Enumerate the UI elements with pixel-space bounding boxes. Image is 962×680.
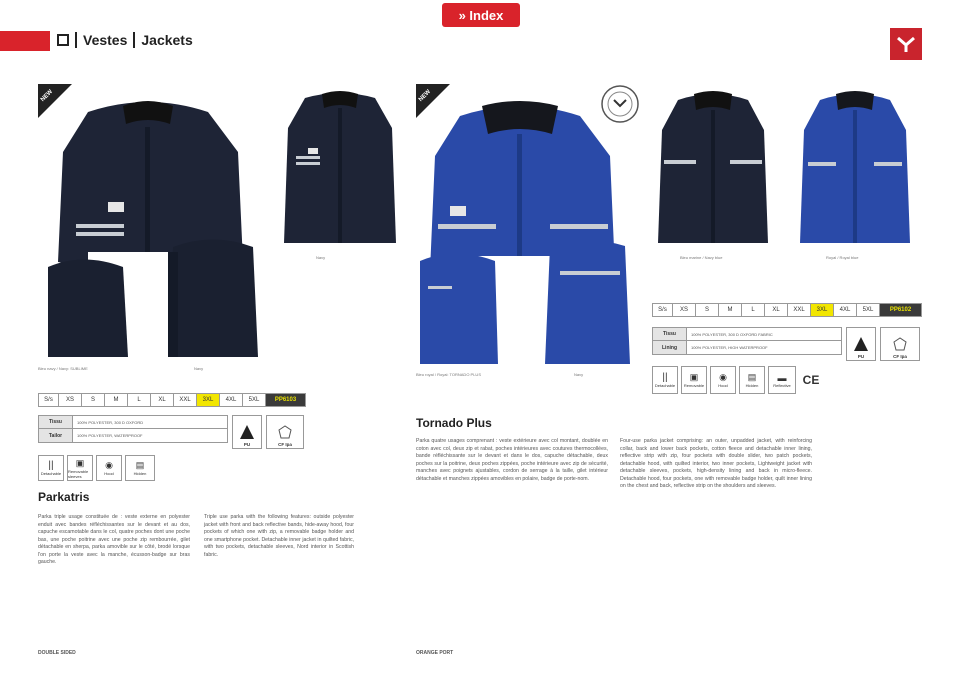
right-fabric-table (652, 327, 842, 355)
fabric-value: 100% POLYESTER, 300 D OXFORD FABRIC (691, 331, 773, 337)
right-caption-main: Bleu royal / Royal: TORNADO PLUS (416, 372, 481, 377)
size-cell: XL (765, 304, 788, 316)
left-weight-box (232, 415, 262, 449)
right-weight-box (846, 327, 876, 361)
left-caption-main: Bleu navy / Navy: SUBLIME (38, 366, 88, 371)
section-label-en: Jackets (141, 32, 193, 48)
icon-label: Detachable (654, 383, 676, 388)
fabric-row (653, 341, 841, 354)
size-cell: M (719, 304, 742, 316)
parkatris-main-photo (48, 92, 258, 367)
icon-label: Hood (104, 471, 114, 476)
left-product-title: Parkatris (38, 490, 90, 504)
fabric-label: Lining (653, 341, 687, 354)
weight-icon (239, 424, 255, 440)
size-cell: XS (673, 304, 696, 316)
left-care-box (266, 415, 304, 449)
left-description-fr: Parka triple usage constituée de : veste externe en polyester enduit avec bandes réfléchissantes sur le devant et au dos, capuche escamotable dans le col, quatre poches dont une poche bas, une poche poitrine avec une poche zip rembourrée, gilet détachable en sherpa, parka amovible sur le côté, brodé lorsque l'on porte la veste avec la manche, écusson-badge sur bras gauche. (38, 514, 190, 565)
right-reference: ORANGE PORT (416, 650, 454, 656)
right-product-title: Tornado Plus (416, 416, 492, 430)
left-feature-icons (38, 455, 155, 481)
detachable-icon: || Detachable (38, 455, 64, 481)
size-cell: L (742, 304, 765, 316)
product-code: PP6103 (266, 394, 305, 406)
care-icon (892, 336, 908, 352)
fabric-row (653, 328, 841, 341)
fabric-row (39, 429, 227, 442)
size-cell: S/s (653, 304, 673, 316)
hidden-pocket-icon: ▤ Hidden (739, 366, 765, 394)
right-caption-side: Navy (574, 372, 584, 377)
right-size-table (652, 303, 922, 317)
section-tab-marker (0, 31, 50, 51)
right-caption-jacket1: Bleu marine / Navy blue (680, 255, 723, 260)
fabric-label: Tissu (39, 416, 73, 428)
hidden-pocket-icon: ▤ Hidden (125, 455, 155, 481)
size-cell: 5XL (243, 394, 266, 406)
size-cell: XS (59, 394, 82, 406)
icon-label: Hidden (133, 471, 147, 476)
icon-label: Removable (683, 383, 705, 388)
icon-label: Hood (718, 383, 728, 388)
tornado-main-photo (420, 96, 630, 371)
icon-label: Reflective (773, 382, 791, 388)
sleeves-icon: ▣ Removable sleeves (67, 455, 93, 481)
size-cell: S (82, 394, 105, 406)
size-cell: XXL (174, 394, 197, 406)
section-heading (57, 32, 193, 48)
size-cell: 4XL (220, 394, 243, 406)
product-code: PP6102 (880, 304, 921, 316)
tornado-navy-photo (656, 88, 771, 253)
size-cell-highlight: 3XL (197, 394, 220, 406)
heading-divider (75, 32, 77, 48)
care-label: CF Ipa (278, 442, 292, 447)
care-label: CF Ipa (893, 354, 907, 359)
right-feature-icons (652, 366, 823, 394)
size-cell: XXL (788, 304, 811, 316)
size-cell: M (105, 394, 128, 406)
size-cell: S (696, 304, 719, 316)
new-badge-label: NEW (39, 88, 55, 104)
left-description-en: Triple use parka with the following features: outside polyester jacket with front and back reflective bands, hide-away hood, four pockets of which one with zip, a removable badge holder and one smartphone pocket. Detachable inner jacket in quilted fabric, with two pockets, detachable sleeves, Nord interior in Scottish fabric. (204, 514, 354, 558)
size-cell: 5XL (857, 304, 880, 316)
weight-label: PU (243, 442, 251, 447)
weight-icon (853, 336, 869, 352)
right-caption-jacket2: Royal / Royal blue (826, 255, 859, 260)
care-icon (277, 424, 293, 440)
hood-icon: ◉ Hood (96, 455, 122, 481)
right-description-en: Four-use parka jacket comprising: an outer, unpadded jacket, with reinforcing collar, back and lower back pockets, cotton fleece and detachable inner lining, reflective strip with zip, four pockets with double slider, two patch pockets, detachable hood, with quilted interior, two inner pockets, Lightweight jacket with detachable sleeves, pockets, high-density lining and back in micro-fleece. Detachable hood, four pockets, one with removable badge holder, quilt inner lining on the chest and back, reflective strip on the shoulders and sleeves. (620, 438, 812, 489)
new-badge-label: NEW (417, 88, 433, 104)
fabric-label: Tissu (653, 328, 687, 340)
size-cell-highlight: 3XL (811, 304, 834, 316)
index-button[interactable]: » Index (442, 3, 520, 27)
left-fabric-table (38, 415, 228, 443)
tornado-royal-photo (798, 88, 913, 253)
ce-mark-icon: CE (802, 373, 820, 387)
size-cell: XL (151, 394, 174, 406)
brand-logo-icon (890, 28, 922, 60)
icon-label: Detachable (40, 471, 62, 476)
parkatris-side-photo (280, 88, 400, 253)
left-reference: DOUBLE SIDED (38, 650, 76, 656)
size-cell: S/s (39, 394, 59, 406)
removable-icon: ▣ Removable (681, 366, 707, 394)
section-label-fr: Vestes (83, 32, 128, 48)
left-caption-side: Navy (194, 366, 204, 371)
right-care-box (880, 327, 920, 361)
weight-label: PU (857, 354, 865, 359)
fabric-value: 100% POLYESTER, HIGH WATERPROOF (691, 345, 768, 350)
fabric-value: 100% POLYESTER, 300 D OXFORD (77, 419, 144, 425)
reflective-icon: ▬ Reflective (768, 366, 796, 394)
left-caption-side-jacket: Navy (316, 255, 326, 260)
fabric-row (39, 416, 227, 429)
right-description-fr: Parka quatre usages comprenant : veste extérieure avec col montant, doublée en coton avec col, deux zip et rabat, poches intérieures avec coutures thermocollées, bande réfléchissante sur le devant et dans le dos, capuche détachable, deux poches sur la poitrine, deux poches zippées, poche intérieure avec zip de sécurité, manches avec poignets ajustables, cordon de serrage à la taille, gilet intérieur détachable et manches zippées amovibles en polaire, badge de porte-nom. (416, 438, 608, 482)
heading-divider (133, 32, 135, 48)
size-cell: L (128, 394, 151, 406)
fabric-label: Tailor (39, 429, 73, 442)
left-size-table (38, 393, 306, 407)
hood-icon: ◉ Hood (710, 366, 736, 394)
section-square-icon (57, 34, 69, 46)
detachable-icon: || Detachable (652, 366, 678, 394)
icon-label: Hidden (745, 383, 759, 388)
icon-label: Removable sleeves (68, 468, 89, 479)
fabric-value: 100% POLYESTER, WATERPROOF (77, 433, 143, 438)
size-cell: 4XL (834, 304, 857, 316)
